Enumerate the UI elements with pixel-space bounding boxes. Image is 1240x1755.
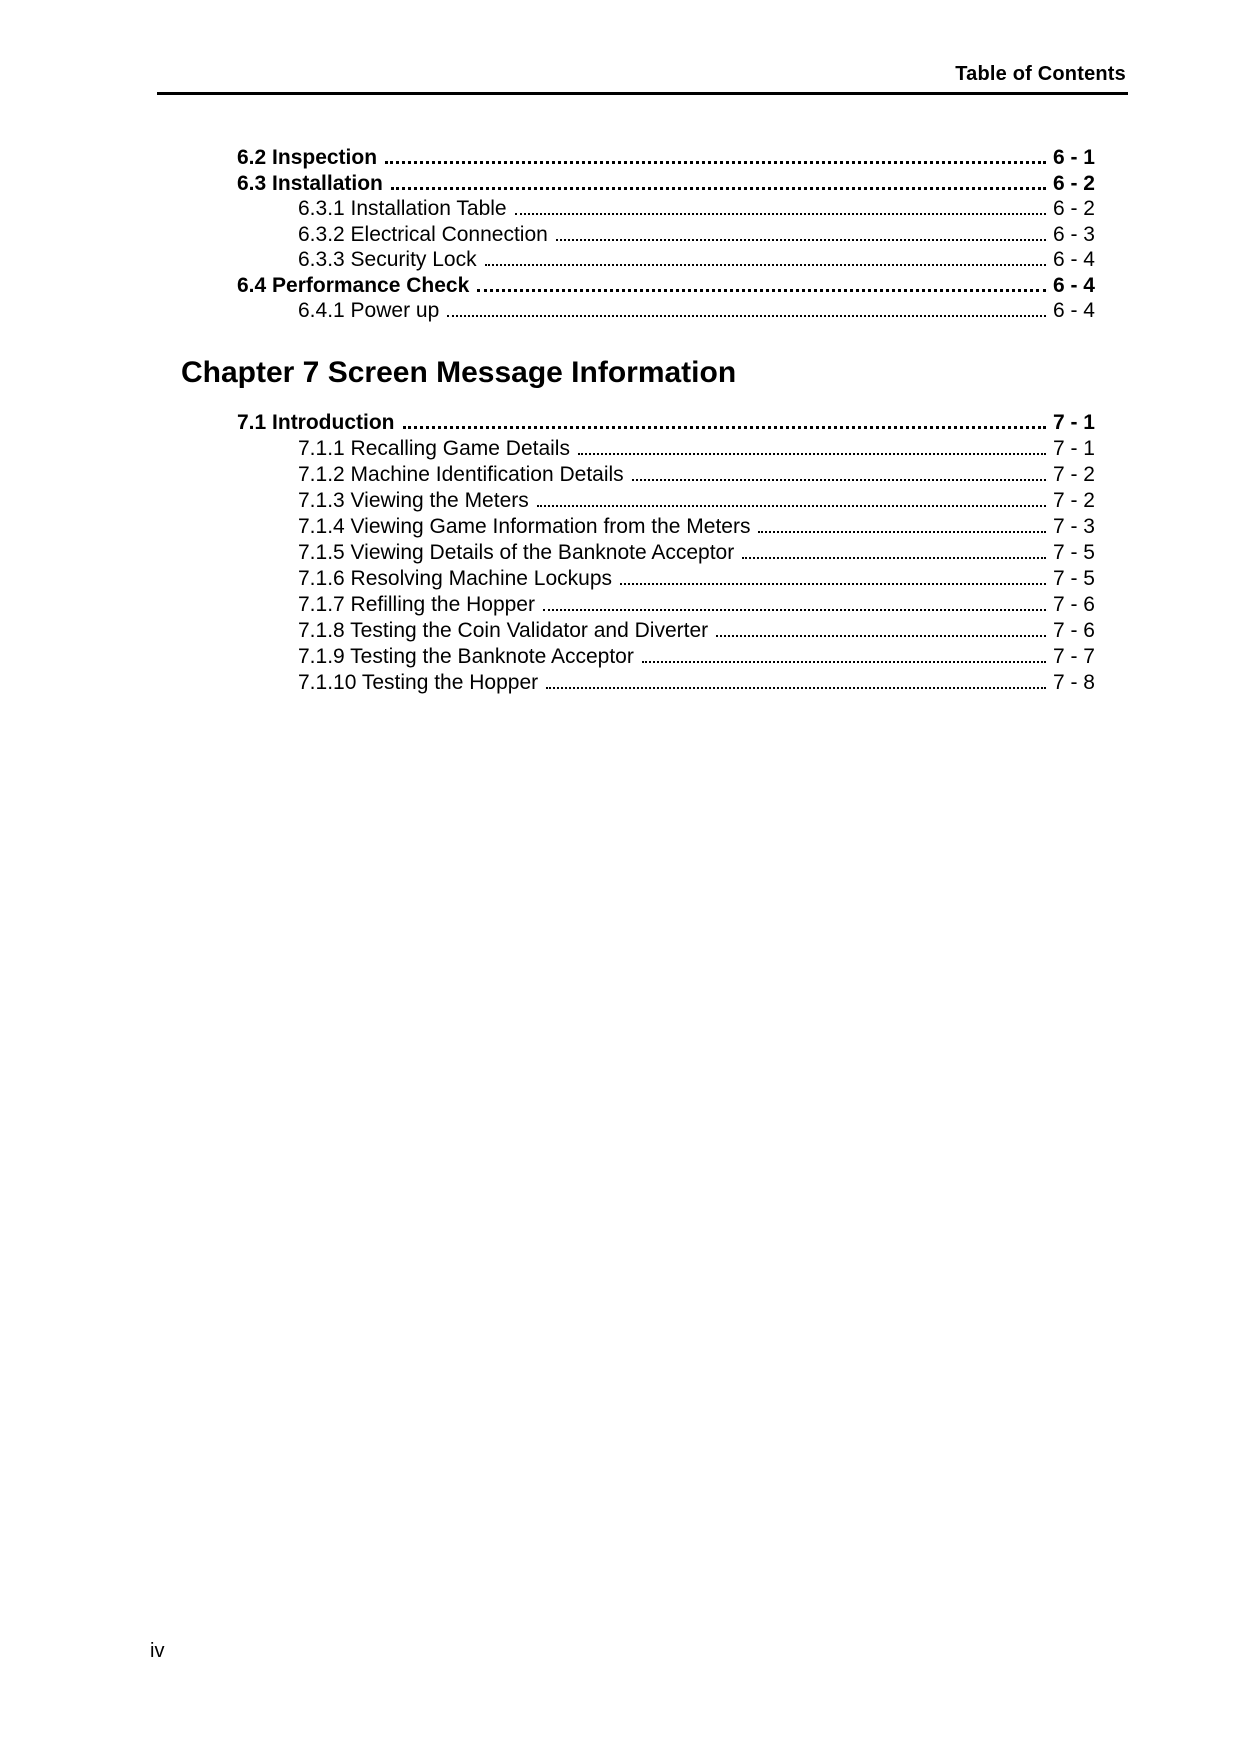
dot-leader: [537, 505, 1046, 507]
toc-entry-page: 6 - 2: [1052, 197, 1095, 220]
toc-entry-label: 6.3.2 Electrical Connection: [298, 222, 548, 246]
toc-entry-label: 7.1.3 Viewing the Meters: [298, 489, 529, 512]
toc-entry[interactable]: [237, 618, 1095, 644]
toc-entry-page: 7 - 3: [1052, 515, 1095, 538]
toc-entry-page: 7 - 6: [1052, 593, 1095, 616]
toc-entry-page: 7 - 2: [1052, 463, 1095, 486]
toc-entry[interactable]: [237, 488, 1095, 514]
toc-entry-label: 6.4.1 Power up: [298, 299, 440, 322]
dot-leader: [477, 289, 1046, 292]
toc-entry[interactable]: [237, 410, 1095, 436]
toc-entry-label: 7.1.5 Viewing Details of the Banknote Acceptor: [298, 541, 735, 564]
toc-entry[interactable]: [237, 273, 1095, 299]
toc-entry-page: 6 - 2: [1052, 171, 1095, 195]
dot-leader: [515, 213, 1046, 215]
toc-entry-page: 6 - 4: [1052, 248, 1095, 271]
toc-entry-label: 6.3.1 Installation Table: [298, 197, 507, 220]
dot-leader: [485, 264, 1046, 266]
toc-entry[interactable]: [237, 247, 1095, 273]
dot-leader: [758, 531, 1045, 533]
dot-leader: [642, 661, 1046, 663]
toc-entry[interactable]: [237, 566, 1095, 592]
toc-entry[interactable]: [237, 592, 1095, 618]
page-header-title: Table of Contents: [955, 63, 1126, 85]
dot-leader: [742, 557, 1046, 559]
toc-entry-label: 6.3.3 Security Lock: [298, 248, 477, 271]
toc-entry-label: 7.1.7 Refilling the Hopper: [298, 593, 535, 616]
toc-entry-page: 7 - 5: [1052, 541, 1095, 564]
dot-leader: [391, 187, 1046, 190]
toc-entry-label: 7.1.2 Machine Identification Details: [298, 463, 624, 486]
toc-entry-label: 6.3 Installation: [237, 171, 383, 195]
toc-entry-label: 7.1.1 Recalling Game Details: [298, 437, 570, 460]
toc-entry[interactable]: [237, 514, 1095, 540]
toc-entry-page: 6 - 4: [1052, 273, 1095, 297]
toc-entry-page: 7 - 5: [1052, 567, 1095, 590]
toc-entry-label: 7.1.9 Testing the Banknote Acceptor: [298, 645, 634, 668]
dot-leader: [716, 635, 1046, 637]
toc-entry-page: 6 - 3: [1052, 222, 1095, 246]
toc-entry-page: 7 - 1: [1052, 411, 1095, 434]
toc-entry-label: 6.4 Performance Check: [237, 273, 470, 297]
chapter-heading: Chapter 7 Screen Message Information: [181, 356, 737, 389]
toc-entry-label: 6.2 Inspection: [237, 146, 378, 169]
toc-entry[interactable]: [237, 436, 1095, 462]
toc-entry-label: 7.1 Introduction: [237, 411, 395, 434]
toc-entry[interactable]: [237, 462, 1095, 488]
toc-entry[interactable]: [237, 196, 1095, 222]
page-number: iv: [150, 1640, 165, 1662]
dot-leader: [556, 239, 1046, 241]
dot-leader: [620, 583, 1046, 585]
toc-entry[interactable]: [237, 298, 1095, 324]
dot-leader: [546, 687, 1046, 689]
toc-entry[interactable]: [237, 644, 1095, 670]
toc-entry-page: 7 - 8: [1052, 671, 1095, 694]
toc-entry-label: 7.1.10 Testing the Hopper: [298, 671, 539, 694]
toc-entry-page: 6 - 1: [1052, 146, 1095, 169]
dot-leader: [543, 609, 1046, 611]
toc-entry[interactable]: [237, 222, 1095, 248]
toc-entry-page: 7 - 1: [1052, 437, 1095, 460]
toc-entry-page: 7 - 6: [1052, 619, 1095, 642]
dot-leader: [385, 161, 1046, 164]
page-footer: [150, 1638, 164, 1664]
dot-leader: [632, 479, 1046, 481]
toc-entry-label: 7.1.4 Viewing Game Information from the Meters: [298, 515, 751, 538]
toc-entry-page: 7 - 7: [1052, 645, 1095, 668]
dot-leader: [578, 453, 1046, 455]
toc-entry-page: 7 - 2: [1052, 489, 1095, 512]
toc-entry-label: 7.1.8 Testing the Coin Validator and Diverter: [298, 619, 709, 642]
toc-entry[interactable]: [237, 145, 1095, 171]
dot-leader: [403, 426, 1046, 429]
toc-entry[interactable]: [237, 171, 1095, 197]
toc-entry-label: 7.1.6 Resolving Machine Lockups: [298, 567, 613, 590]
toc-section-chapter6: [237, 145, 1095, 324]
page-header: [157, 0, 1128, 95]
toc-entry-page: 6 - 4: [1052, 299, 1095, 322]
dot-leader: [447, 315, 1046, 317]
toc-entry[interactable]: [237, 540, 1095, 566]
toc-section-chapter7: [237, 410, 1095, 696]
toc-entry[interactable]: [237, 670, 1095, 696]
